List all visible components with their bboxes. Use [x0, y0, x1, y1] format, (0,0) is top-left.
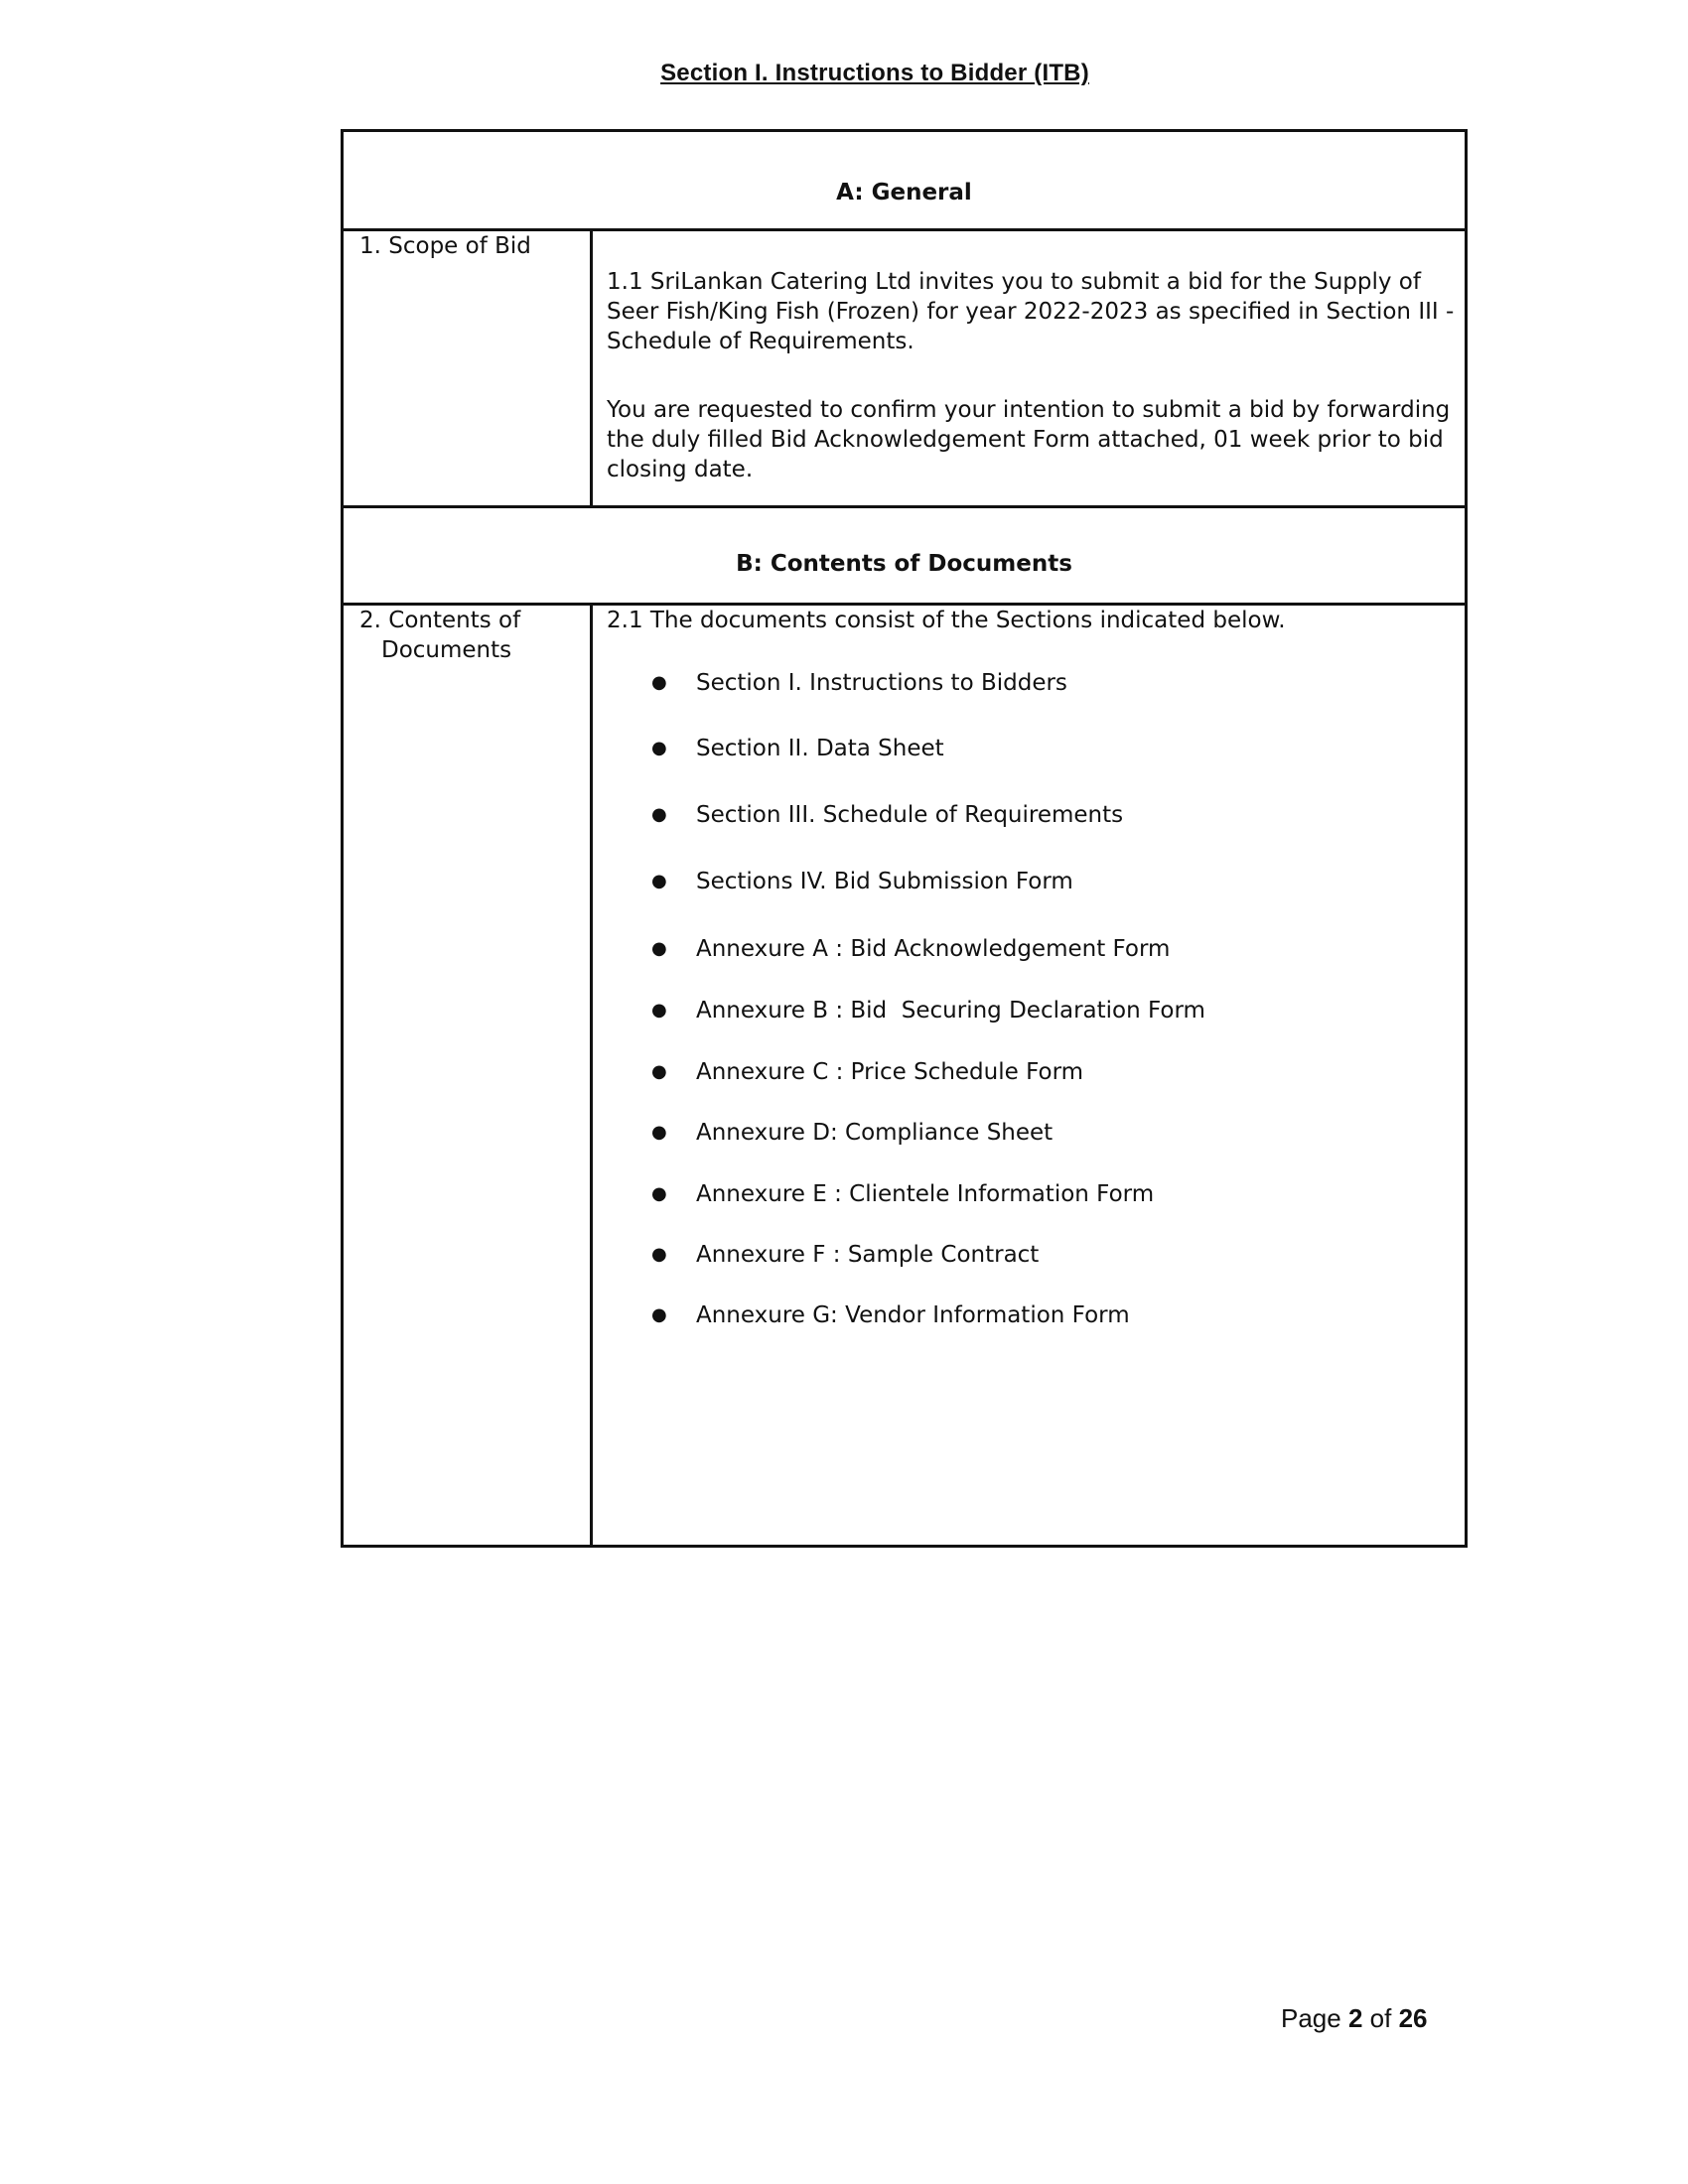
current-page-number: 2: [1347, 2003, 1363, 2033]
bullet-icon: ●: [651, 1061, 667, 1082]
bullet-icon: ●: [651, 1304, 667, 1325]
document-sections-list: ● Section I. Instructions to Bidders ● Section II. Data Sheet ● Section III. Schedule of Requirements ● Sections IV. Bid Submission Form ● Annexure A : Bid Acknowledgement Form ● Annexure B : Bid Securing Declaration Form ● Annexure C : Price Schedule Form ● Annexure D: Compliance Sheet ● Annexure E : Clientele Information Form ● Annexure F : Sample Contract ● Annexure G: Vendor Information Form: [651, 670, 1205, 1328]
scope-of-bid-label: 1. Scope of Bid: [359, 233, 531, 259]
bullet-icon: ●: [651, 1122, 667, 1143]
total-pages: 26: [1398, 2003, 1428, 2033]
page-number-footer: [1281, 2003, 1428, 2034]
bullet-icon: ●: [651, 871, 667, 891]
bullet-icon: ●: [651, 1183, 667, 1204]
bullet-icon: ●: [651, 1000, 667, 1021]
scope-paragraph-1: 1.1 SriLankan Catering Ltd invites you to submit a bid for the Supply of Seer Fish/King Fish (Frozen) for year 2022-2023 as specified in Section III - Schedule of Requirements.: [607, 269, 1455, 354]
scope-paragraph-2: You are requested to confirm your intention to submit a bid by forwarding the duly filled Bid Acknowledgement Form attached, 01 week prior to bid closing date.: [607, 397, 1451, 482]
bullet-icon: ●: [651, 1244, 667, 1265]
page-title: Section I. Instructions to Bidder (ITB): [660, 60, 1089, 86]
contents-label-line2: Documents: [381, 637, 512, 663]
itb-table: [341, 129, 1468, 1548]
bullet-icon: ●: [651, 672, 667, 693]
section-a-heading: A: General: [836, 180, 972, 205]
bullet-icon: ●: [651, 804, 667, 825]
page-word: Page: [1281, 2003, 1341, 2033]
bullet-icon: ●: [651, 738, 667, 758]
bullet-icon: ●: [651, 938, 667, 959]
of-word: of: [1369, 2003, 1392, 2033]
section-b-heading: B: Contents of Documents: [736, 551, 1072, 577]
contents-intro: 2.1 The documents consist of the Sections indicated below.: [607, 608, 1286, 633]
contents-label-line1: 2. Contents of: [359, 608, 521, 633]
